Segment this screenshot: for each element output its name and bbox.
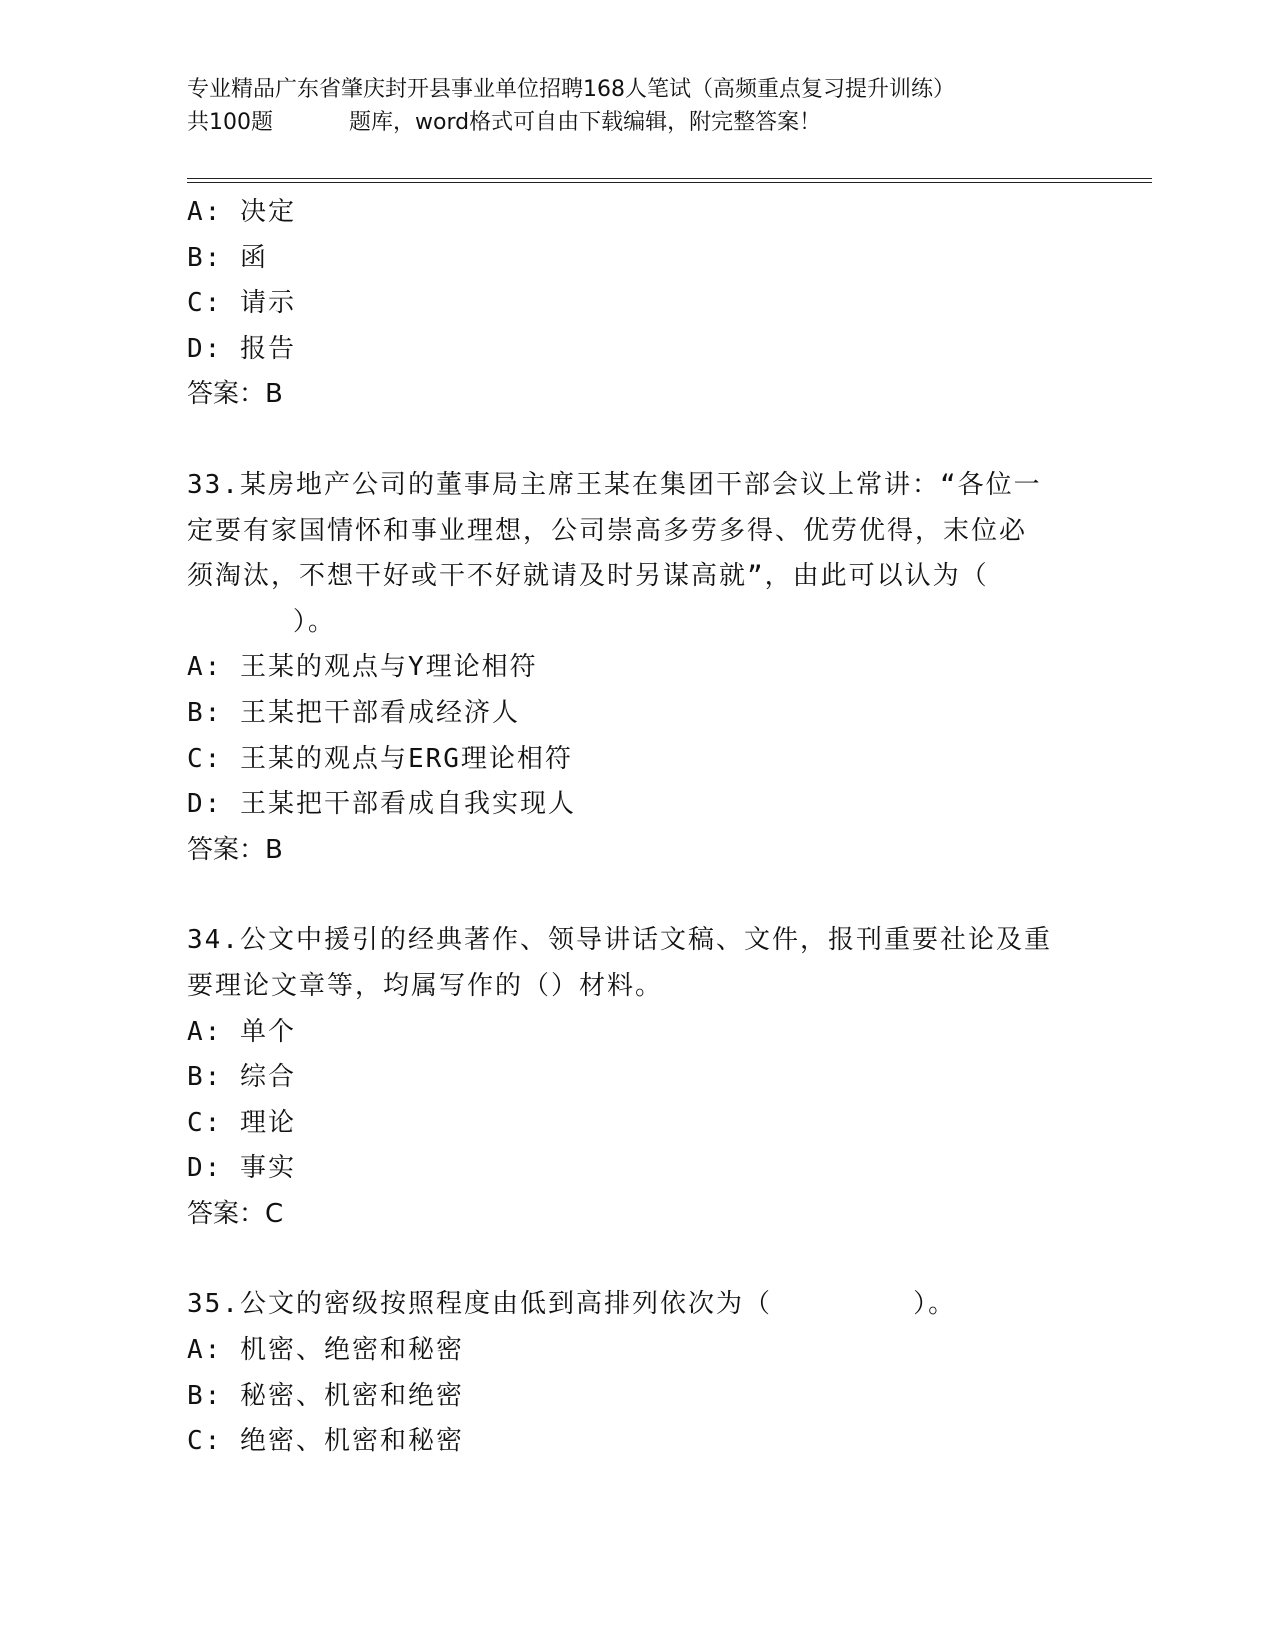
option-c: C: 王某的观点与ERG理论相符 bbox=[187, 743, 573, 774]
option-b: B: 秘密、机密和绝密 bbox=[187, 1380, 464, 1411]
document-header bbox=[187, 73, 1087, 139]
header-divider-bottom bbox=[187, 182, 1152, 183]
header-question-count: 共100题 bbox=[187, 110, 273, 135]
option-a: A: 决定 bbox=[187, 197, 296, 227]
question-stem-line: 33.某房地产公司的董事局主席王某在集团干部会议上常讲：“各位一 bbox=[187, 469, 1042, 500]
question-32 bbox=[187, 190, 1087, 418]
question-content bbox=[187, 190, 1087, 1465]
option-c: C: 理论 bbox=[187, 1107, 296, 1138]
option-b: B: 综合 bbox=[187, 1062, 296, 1093]
question-34 bbox=[187, 918, 1087, 1237]
option-c: C: 请示 bbox=[187, 288, 296, 319]
header-title-line: 专业精品广东省肇庆封开县事业单位招聘168人笔试（高频重点复习提升训练） bbox=[187, 77, 955, 102]
option-a: A: 王某的观点与Y理论相符 bbox=[187, 652, 538, 683]
option-d: D: 报告 bbox=[187, 333, 296, 364]
question-stem-line: 须淘汰，不想干好或干不好就请及时另谋高就”，由此可以认为（ bbox=[187, 561, 989, 592]
header-description: 题库，word格式可自由下载编辑，附完整答案！ bbox=[349, 110, 822, 135]
question-35 bbox=[187, 1282, 1087, 1464]
question-stem-line: ）。 bbox=[187, 606, 336, 637]
header-divider-top bbox=[187, 178, 1152, 179]
answer: 答案：B bbox=[187, 379, 283, 410]
question-stem-line: 定要有家国情怀和事业理想，公司崇高多劳多得、优劳优得，末位必 bbox=[187, 515, 1028, 546]
answer: 答案：B bbox=[187, 834, 283, 865]
question-stem-line: 要理论文章等，均属写作的（）材料。 bbox=[187, 970, 664, 1001]
question-stem-line: 35.公文的密级按照程度由低到高排列依次为（ ）。 bbox=[187, 1289, 957, 1320]
option-b: B: 王某把干部看成经济人 bbox=[187, 697, 520, 728]
option-a: A: 单个 bbox=[187, 1016, 296, 1047]
question-stem-line: 34.公文中援引的经典著作、领导讲话文稿、文件，报刊重要社论及重 bbox=[187, 925, 1052, 956]
option-b: B: 函 bbox=[187, 242, 268, 273]
option-d: D: 事实 bbox=[187, 1153, 296, 1184]
answer: 答案：C bbox=[187, 1198, 284, 1229]
question-33 bbox=[187, 463, 1087, 873]
option-a: A: 机密、绝密和秘密 bbox=[187, 1335, 464, 1366]
option-c: C: 绝密、机密和秘密 bbox=[187, 1426, 464, 1457]
option-d: D: 王某把干部看成自我实现人 bbox=[187, 789, 576, 820]
header-subtitle-line bbox=[187, 106, 1087, 139]
